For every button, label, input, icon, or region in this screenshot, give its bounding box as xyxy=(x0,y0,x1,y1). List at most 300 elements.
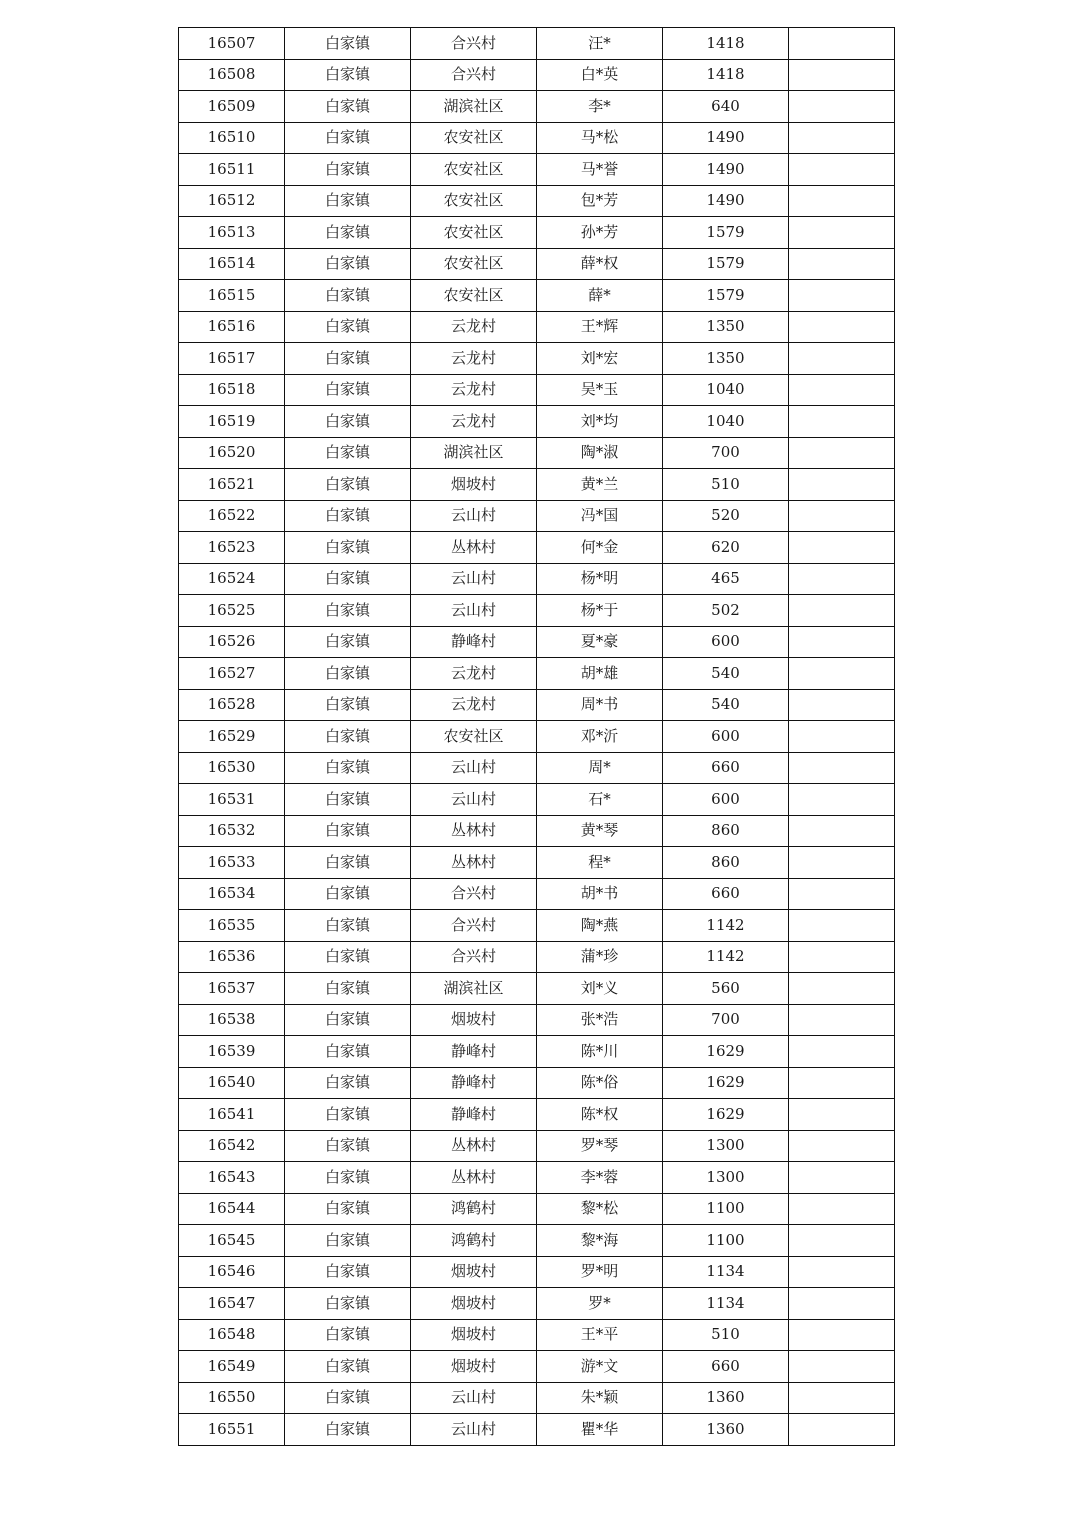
cell-town: 白家镇 xyxy=(285,910,411,942)
cell-note xyxy=(789,1288,895,1320)
cell-town: 白家镇 xyxy=(285,374,411,406)
cell-amount: 860 xyxy=(663,815,789,847)
table-row xyxy=(179,154,895,186)
cell-note xyxy=(789,154,895,186)
cell-note xyxy=(789,941,895,973)
cell-village: 烟坡村 xyxy=(411,1256,537,1288)
cell-serial-number: 16548 xyxy=(179,1319,285,1351)
cell-amount: 1300 xyxy=(663,1130,789,1162)
cell-village: 烟坡村 xyxy=(411,1319,537,1351)
cell-town: 白家镇 xyxy=(285,28,411,60)
cell-town: 白家镇 xyxy=(285,1414,411,1446)
cell-note xyxy=(789,311,895,343)
cell-note xyxy=(789,658,895,690)
cell-name: 刘*宏 xyxy=(537,343,663,375)
table-row xyxy=(179,91,895,123)
cell-note xyxy=(789,1162,895,1194)
table-row xyxy=(179,469,895,501)
cell-town: 白家镇 xyxy=(285,1319,411,1351)
cell-serial-number: 16517 xyxy=(179,343,285,375)
cell-note xyxy=(789,406,895,438)
document-page xyxy=(178,27,894,1446)
cell-name: 蒲*珍 xyxy=(537,941,663,973)
cell-town: 白家镇 xyxy=(285,973,411,1005)
cell-name: 朱*颖 xyxy=(537,1382,663,1414)
cell-serial-number: 16538 xyxy=(179,1004,285,1036)
cell-name: 程* xyxy=(537,847,663,879)
table-row xyxy=(179,784,895,816)
table-row xyxy=(179,1162,895,1194)
cell-amount: 1040 xyxy=(663,374,789,406)
cell-village: 云龙村 xyxy=(411,311,537,343)
cell-town: 白家镇 xyxy=(285,185,411,217)
cell-name: 薛* xyxy=(537,280,663,312)
cell-town: 白家镇 xyxy=(285,91,411,123)
cell-name: 白*英 xyxy=(537,59,663,91)
cell-amount: 560 xyxy=(663,973,789,1005)
cell-name: 马*誉 xyxy=(537,154,663,186)
cell-serial-number: 16547 xyxy=(179,1288,285,1320)
cell-note xyxy=(789,1256,895,1288)
table-row xyxy=(179,721,895,753)
cell-serial-number: 16516 xyxy=(179,311,285,343)
cell-amount: 510 xyxy=(663,1319,789,1351)
cell-town: 白家镇 xyxy=(285,595,411,627)
cell-village: 丛林村 xyxy=(411,847,537,879)
cell-village: 静峰村 xyxy=(411,626,537,658)
cell-serial-number: 16524 xyxy=(179,563,285,595)
cell-note xyxy=(789,752,895,784)
cell-serial-number: 16539 xyxy=(179,1036,285,1068)
cell-town: 白家镇 xyxy=(285,1382,411,1414)
table-row xyxy=(179,689,895,721)
cell-note xyxy=(789,437,895,469)
table-row xyxy=(179,752,895,784)
cell-town: 白家镇 xyxy=(285,1162,411,1194)
table-row xyxy=(179,343,895,375)
cell-town: 白家镇 xyxy=(285,878,411,910)
cell-amount: 1629 xyxy=(663,1036,789,1068)
cell-town: 白家镇 xyxy=(285,1351,411,1383)
table-row xyxy=(179,532,895,564)
cell-note xyxy=(789,28,895,60)
cell-amount: 1134 xyxy=(663,1256,789,1288)
cell-amount: 1300 xyxy=(663,1162,789,1194)
cell-note xyxy=(789,59,895,91)
cell-town: 白家镇 xyxy=(285,154,411,186)
cell-amount: 510 xyxy=(663,469,789,501)
cell-name: 杨*明 xyxy=(537,563,663,595)
cell-village: 农安社区 xyxy=(411,122,537,154)
cell-name: 游*文 xyxy=(537,1351,663,1383)
cell-village: 农安社区 xyxy=(411,154,537,186)
cell-note xyxy=(789,910,895,942)
cell-name: 孙*芳 xyxy=(537,217,663,249)
table-row xyxy=(179,626,895,658)
cell-town: 白家镇 xyxy=(285,815,411,847)
cell-amount: 1350 xyxy=(663,343,789,375)
cell-village: 湖滨社区 xyxy=(411,437,537,469)
cell-town: 白家镇 xyxy=(285,847,411,879)
cell-name: 马*松 xyxy=(537,122,663,154)
cell-note xyxy=(789,1193,895,1225)
cell-name: 胡*书 xyxy=(537,878,663,910)
cell-note xyxy=(789,1414,895,1446)
table-row xyxy=(179,1036,895,1068)
cell-amount: 1040 xyxy=(663,406,789,438)
cell-serial-number: 16534 xyxy=(179,878,285,910)
cell-name: 吴*玉 xyxy=(537,374,663,406)
cell-amount: 1360 xyxy=(663,1382,789,1414)
cell-note xyxy=(789,847,895,879)
cell-village: 云山村 xyxy=(411,752,537,784)
cell-village: 丛林村 xyxy=(411,1162,537,1194)
cell-town: 白家镇 xyxy=(285,311,411,343)
cell-note xyxy=(789,1225,895,1257)
cell-town: 白家镇 xyxy=(285,217,411,249)
cell-serial-number: 16536 xyxy=(179,941,285,973)
cell-amount: 1142 xyxy=(663,941,789,973)
table-row xyxy=(179,374,895,406)
cell-serial-number: 16535 xyxy=(179,910,285,942)
cell-serial-number: 16528 xyxy=(179,689,285,721)
cell-village: 鸿鹤村 xyxy=(411,1193,537,1225)
cell-name: 黄*琴 xyxy=(537,815,663,847)
cell-serial-number: 16545 xyxy=(179,1225,285,1257)
cell-note xyxy=(789,689,895,721)
cell-town: 白家镇 xyxy=(285,59,411,91)
cell-note xyxy=(789,469,895,501)
cell-amount: 1579 xyxy=(663,248,789,280)
table-row xyxy=(179,1067,895,1099)
cell-amount: 1629 xyxy=(663,1099,789,1131)
cell-name: 刘*均 xyxy=(537,406,663,438)
cell-amount: 700 xyxy=(663,437,789,469)
cell-amount: 660 xyxy=(663,1351,789,1383)
cell-town: 白家镇 xyxy=(285,280,411,312)
cell-serial-number: 16513 xyxy=(179,217,285,249)
cell-name: 陈*川 xyxy=(537,1036,663,1068)
cell-town: 白家镇 xyxy=(285,626,411,658)
cell-amount: 1100 xyxy=(663,1193,789,1225)
cell-serial-number: 16514 xyxy=(179,248,285,280)
cell-village: 云龙村 xyxy=(411,406,537,438)
table-row xyxy=(179,1288,895,1320)
cell-name: 罗*明 xyxy=(537,1256,663,1288)
cell-village: 湖滨社区 xyxy=(411,91,537,123)
cell-serial-number: 16526 xyxy=(179,626,285,658)
cell-amount: 520 xyxy=(663,500,789,532)
cell-serial-number: 16527 xyxy=(179,658,285,690)
cell-serial-number: 16509 xyxy=(179,91,285,123)
cell-name: 刘*义 xyxy=(537,973,663,1005)
roster-table xyxy=(178,27,895,1446)
cell-town: 白家镇 xyxy=(285,1130,411,1162)
cell-serial-number: 16512 xyxy=(179,185,285,217)
cell-town: 白家镇 xyxy=(285,1256,411,1288)
table-row xyxy=(179,563,895,595)
cell-village: 合兴村 xyxy=(411,28,537,60)
cell-note xyxy=(789,1004,895,1036)
cell-note xyxy=(789,1036,895,1068)
cell-serial-number: 16532 xyxy=(179,815,285,847)
cell-village: 云山村 xyxy=(411,784,537,816)
cell-note xyxy=(789,343,895,375)
cell-village: 农安社区 xyxy=(411,280,537,312)
cell-town: 白家镇 xyxy=(285,469,411,501)
cell-serial-number: 16515 xyxy=(179,280,285,312)
cell-amount: 1490 xyxy=(663,185,789,217)
cell-note xyxy=(789,626,895,658)
cell-town: 白家镇 xyxy=(285,343,411,375)
table-row xyxy=(179,217,895,249)
cell-name: 罗*琴 xyxy=(537,1130,663,1162)
cell-village: 鸿鹤村 xyxy=(411,1225,537,1257)
cell-amount: 1142 xyxy=(663,910,789,942)
cell-town: 白家镇 xyxy=(285,1036,411,1068)
cell-note xyxy=(789,595,895,627)
cell-name: 瞿*华 xyxy=(537,1414,663,1446)
cell-amount: 1134 xyxy=(663,1288,789,1320)
table-row xyxy=(179,815,895,847)
cell-amount: 600 xyxy=(663,626,789,658)
cell-name: 李*蓉 xyxy=(537,1162,663,1194)
table-row xyxy=(179,1099,895,1131)
cell-amount: 1350 xyxy=(663,311,789,343)
cell-name: 包*芳 xyxy=(537,185,663,217)
cell-amount: 1360 xyxy=(663,1414,789,1446)
cell-serial-number: 16549 xyxy=(179,1351,285,1383)
cell-amount: 1579 xyxy=(663,217,789,249)
cell-town: 白家镇 xyxy=(285,500,411,532)
cell-town: 白家镇 xyxy=(285,1099,411,1131)
cell-amount: 1629 xyxy=(663,1067,789,1099)
cell-village: 农安社区 xyxy=(411,248,537,280)
cell-village: 云山村 xyxy=(411,1382,537,1414)
table-row xyxy=(179,878,895,910)
cell-serial-number: 16531 xyxy=(179,784,285,816)
cell-serial-number: 16525 xyxy=(179,595,285,627)
cell-town: 白家镇 xyxy=(285,563,411,595)
cell-note xyxy=(789,532,895,564)
cell-village: 农安社区 xyxy=(411,721,537,753)
cell-name: 胡*雄 xyxy=(537,658,663,690)
cell-name: 邓*沂 xyxy=(537,721,663,753)
cell-town: 白家镇 xyxy=(285,689,411,721)
cell-name: 周* xyxy=(537,752,663,784)
cell-town: 白家镇 xyxy=(285,1067,411,1099)
cell-town: 白家镇 xyxy=(285,1225,411,1257)
cell-name: 汪* xyxy=(537,28,663,60)
table-row xyxy=(179,941,895,973)
cell-name: 周*书 xyxy=(537,689,663,721)
table-row xyxy=(179,28,895,60)
cell-village: 静峰村 xyxy=(411,1099,537,1131)
cell-amount: 1490 xyxy=(663,122,789,154)
cell-note xyxy=(789,721,895,753)
table-row xyxy=(179,1351,895,1383)
cell-note xyxy=(789,1319,895,1351)
cell-note xyxy=(789,973,895,1005)
cell-village: 烟坡村 xyxy=(411,1288,537,1320)
cell-village: 丛林村 xyxy=(411,815,537,847)
table-row xyxy=(179,910,895,942)
table-row xyxy=(179,595,895,627)
cell-amount: 465 xyxy=(663,563,789,595)
cell-note xyxy=(789,185,895,217)
cell-town: 白家镇 xyxy=(285,784,411,816)
cell-note xyxy=(789,815,895,847)
cell-town: 白家镇 xyxy=(285,1004,411,1036)
cell-amount: 860 xyxy=(663,847,789,879)
cell-amount: 620 xyxy=(663,532,789,564)
cell-village: 云山村 xyxy=(411,1414,537,1446)
cell-note xyxy=(789,122,895,154)
cell-town: 白家镇 xyxy=(285,1193,411,1225)
cell-name: 王*辉 xyxy=(537,311,663,343)
table-row xyxy=(179,122,895,154)
table-row xyxy=(179,1193,895,1225)
cell-town: 白家镇 xyxy=(285,752,411,784)
cell-serial-number: 16511 xyxy=(179,154,285,186)
cell-name: 夏*豪 xyxy=(537,626,663,658)
cell-amount: 640 xyxy=(663,91,789,123)
cell-note xyxy=(789,1382,895,1414)
table-row xyxy=(179,1319,895,1351)
cell-amount: 1100 xyxy=(663,1225,789,1257)
cell-name: 黎*松 xyxy=(537,1193,663,1225)
cell-name: 陈*俗 xyxy=(537,1067,663,1099)
cell-name: 李* xyxy=(537,91,663,123)
cell-amount: 660 xyxy=(663,878,789,910)
cell-note xyxy=(789,1067,895,1099)
cell-name: 杨*于 xyxy=(537,595,663,627)
cell-serial-number: 16510 xyxy=(179,122,285,154)
cell-serial-number: 16537 xyxy=(179,973,285,1005)
cell-village: 云山村 xyxy=(411,563,537,595)
cell-amount: 1579 xyxy=(663,280,789,312)
cell-name: 何*金 xyxy=(537,532,663,564)
cell-amount: 600 xyxy=(663,721,789,753)
cell-amount: 660 xyxy=(663,752,789,784)
cell-serial-number: 16541 xyxy=(179,1099,285,1131)
cell-name: 罗* xyxy=(537,1288,663,1320)
cell-note xyxy=(789,1099,895,1131)
cell-village: 农安社区 xyxy=(411,185,537,217)
cell-name: 石* xyxy=(537,784,663,816)
table-row xyxy=(179,1130,895,1162)
table-row xyxy=(179,406,895,438)
table-row xyxy=(179,59,895,91)
cell-town: 白家镇 xyxy=(285,437,411,469)
cell-serial-number: 16542 xyxy=(179,1130,285,1162)
cell-village: 云龙村 xyxy=(411,374,537,406)
cell-serial-number: 16522 xyxy=(179,500,285,532)
cell-note xyxy=(789,217,895,249)
table-row xyxy=(179,248,895,280)
table-row xyxy=(179,1414,895,1446)
cell-town: 白家镇 xyxy=(285,658,411,690)
cell-name: 黄*兰 xyxy=(537,469,663,501)
cell-note xyxy=(789,784,895,816)
cell-serial-number: 16518 xyxy=(179,374,285,406)
cell-name: 陶*淑 xyxy=(537,437,663,469)
cell-village: 云山村 xyxy=(411,500,537,532)
cell-serial-number: 16529 xyxy=(179,721,285,753)
cell-serial-number: 16544 xyxy=(179,1193,285,1225)
cell-village: 云山村 xyxy=(411,595,537,627)
table-row xyxy=(179,1382,895,1414)
cell-name: 王*平 xyxy=(537,1319,663,1351)
cell-note xyxy=(789,248,895,280)
cell-village: 合兴村 xyxy=(411,59,537,91)
cell-amount: 540 xyxy=(663,689,789,721)
cell-amount: 600 xyxy=(663,784,789,816)
cell-serial-number: 16533 xyxy=(179,847,285,879)
cell-name: 陈*权 xyxy=(537,1099,663,1131)
cell-serial-number: 16520 xyxy=(179,437,285,469)
cell-village: 合兴村 xyxy=(411,941,537,973)
cell-note xyxy=(789,500,895,532)
cell-note xyxy=(789,1351,895,1383)
cell-serial-number: 16546 xyxy=(179,1256,285,1288)
cell-village: 丛林村 xyxy=(411,1130,537,1162)
cell-town: 白家镇 xyxy=(285,721,411,753)
cell-name: 薛*权 xyxy=(537,248,663,280)
table-row xyxy=(179,437,895,469)
cell-village: 丛林村 xyxy=(411,532,537,564)
table-row xyxy=(179,500,895,532)
cell-village: 合兴村 xyxy=(411,910,537,942)
cell-serial-number: 16519 xyxy=(179,406,285,438)
cell-village: 烟坡村 xyxy=(411,469,537,501)
cell-amount: 1418 xyxy=(663,59,789,91)
cell-amount: 540 xyxy=(663,658,789,690)
cell-serial-number: 16540 xyxy=(179,1067,285,1099)
cell-village: 云龙村 xyxy=(411,658,537,690)
cell-note xyxy=(789,1130,895,1162)
table-row xyxy=(179,280,895,312)
cell-amount: 1490 xyxy=(663,154,789,186)
cell-village: 烟坡村 xyxy=(411,1004,537,1036)
cell-note xyxy=(789,374,895,406)
cell-serial-number: 16523 xyxy=(179,532,285,564)
cell-serial-number: 16521 xyxy=(179,469,285,501)
cell-name: 冯*国 xyxy=(537,500,663,532)
cell-amount: 502 xyxy=(663,595,789,627)
cell-village: 农安社区 xyxy=(411,217,537,249)
table-row xyxy=(179,658,895,690)
cell-serial-number: 16508 xyxy=(179,59,285,91)
cell-village: 云龙村 xyxy=(411,343,537,375)
cell-amount: 1418 xyxy=(663,28,789,60)
cell-amount: 700 xyxy=(663,1004,789,1036)
cell-serial-number: 16551 xyxy=(179,1414,285,1446)
cell-serial-number: 16550 xyxy=(179,1382,285,1414)
table-row xyxy=(179,847,895,879)
cell-name: 张*浩 xyxy=(537,1004,663,1036)
cell-village: 湖滨社区 xyxy=(411,973,537,1005)
cell-note xyxy=(789,563,895,595)
cell-note xyxy=(789,878,895,910)
table-row xyxy=(179,1004,895,1036)
table-row xyxy=(179,1256,895,1288)
roster-table-body xyxy=(179,28,895,1446)
cell-village: 云龙村 xyxy=(411,689,537,721)
cell-town: 白家镇 xyxy=(285,406,411,438)
cell-note xyxy=(789,280,895,312)
cell-serial-number: 16507 xyxy=(179,28,285,60)
